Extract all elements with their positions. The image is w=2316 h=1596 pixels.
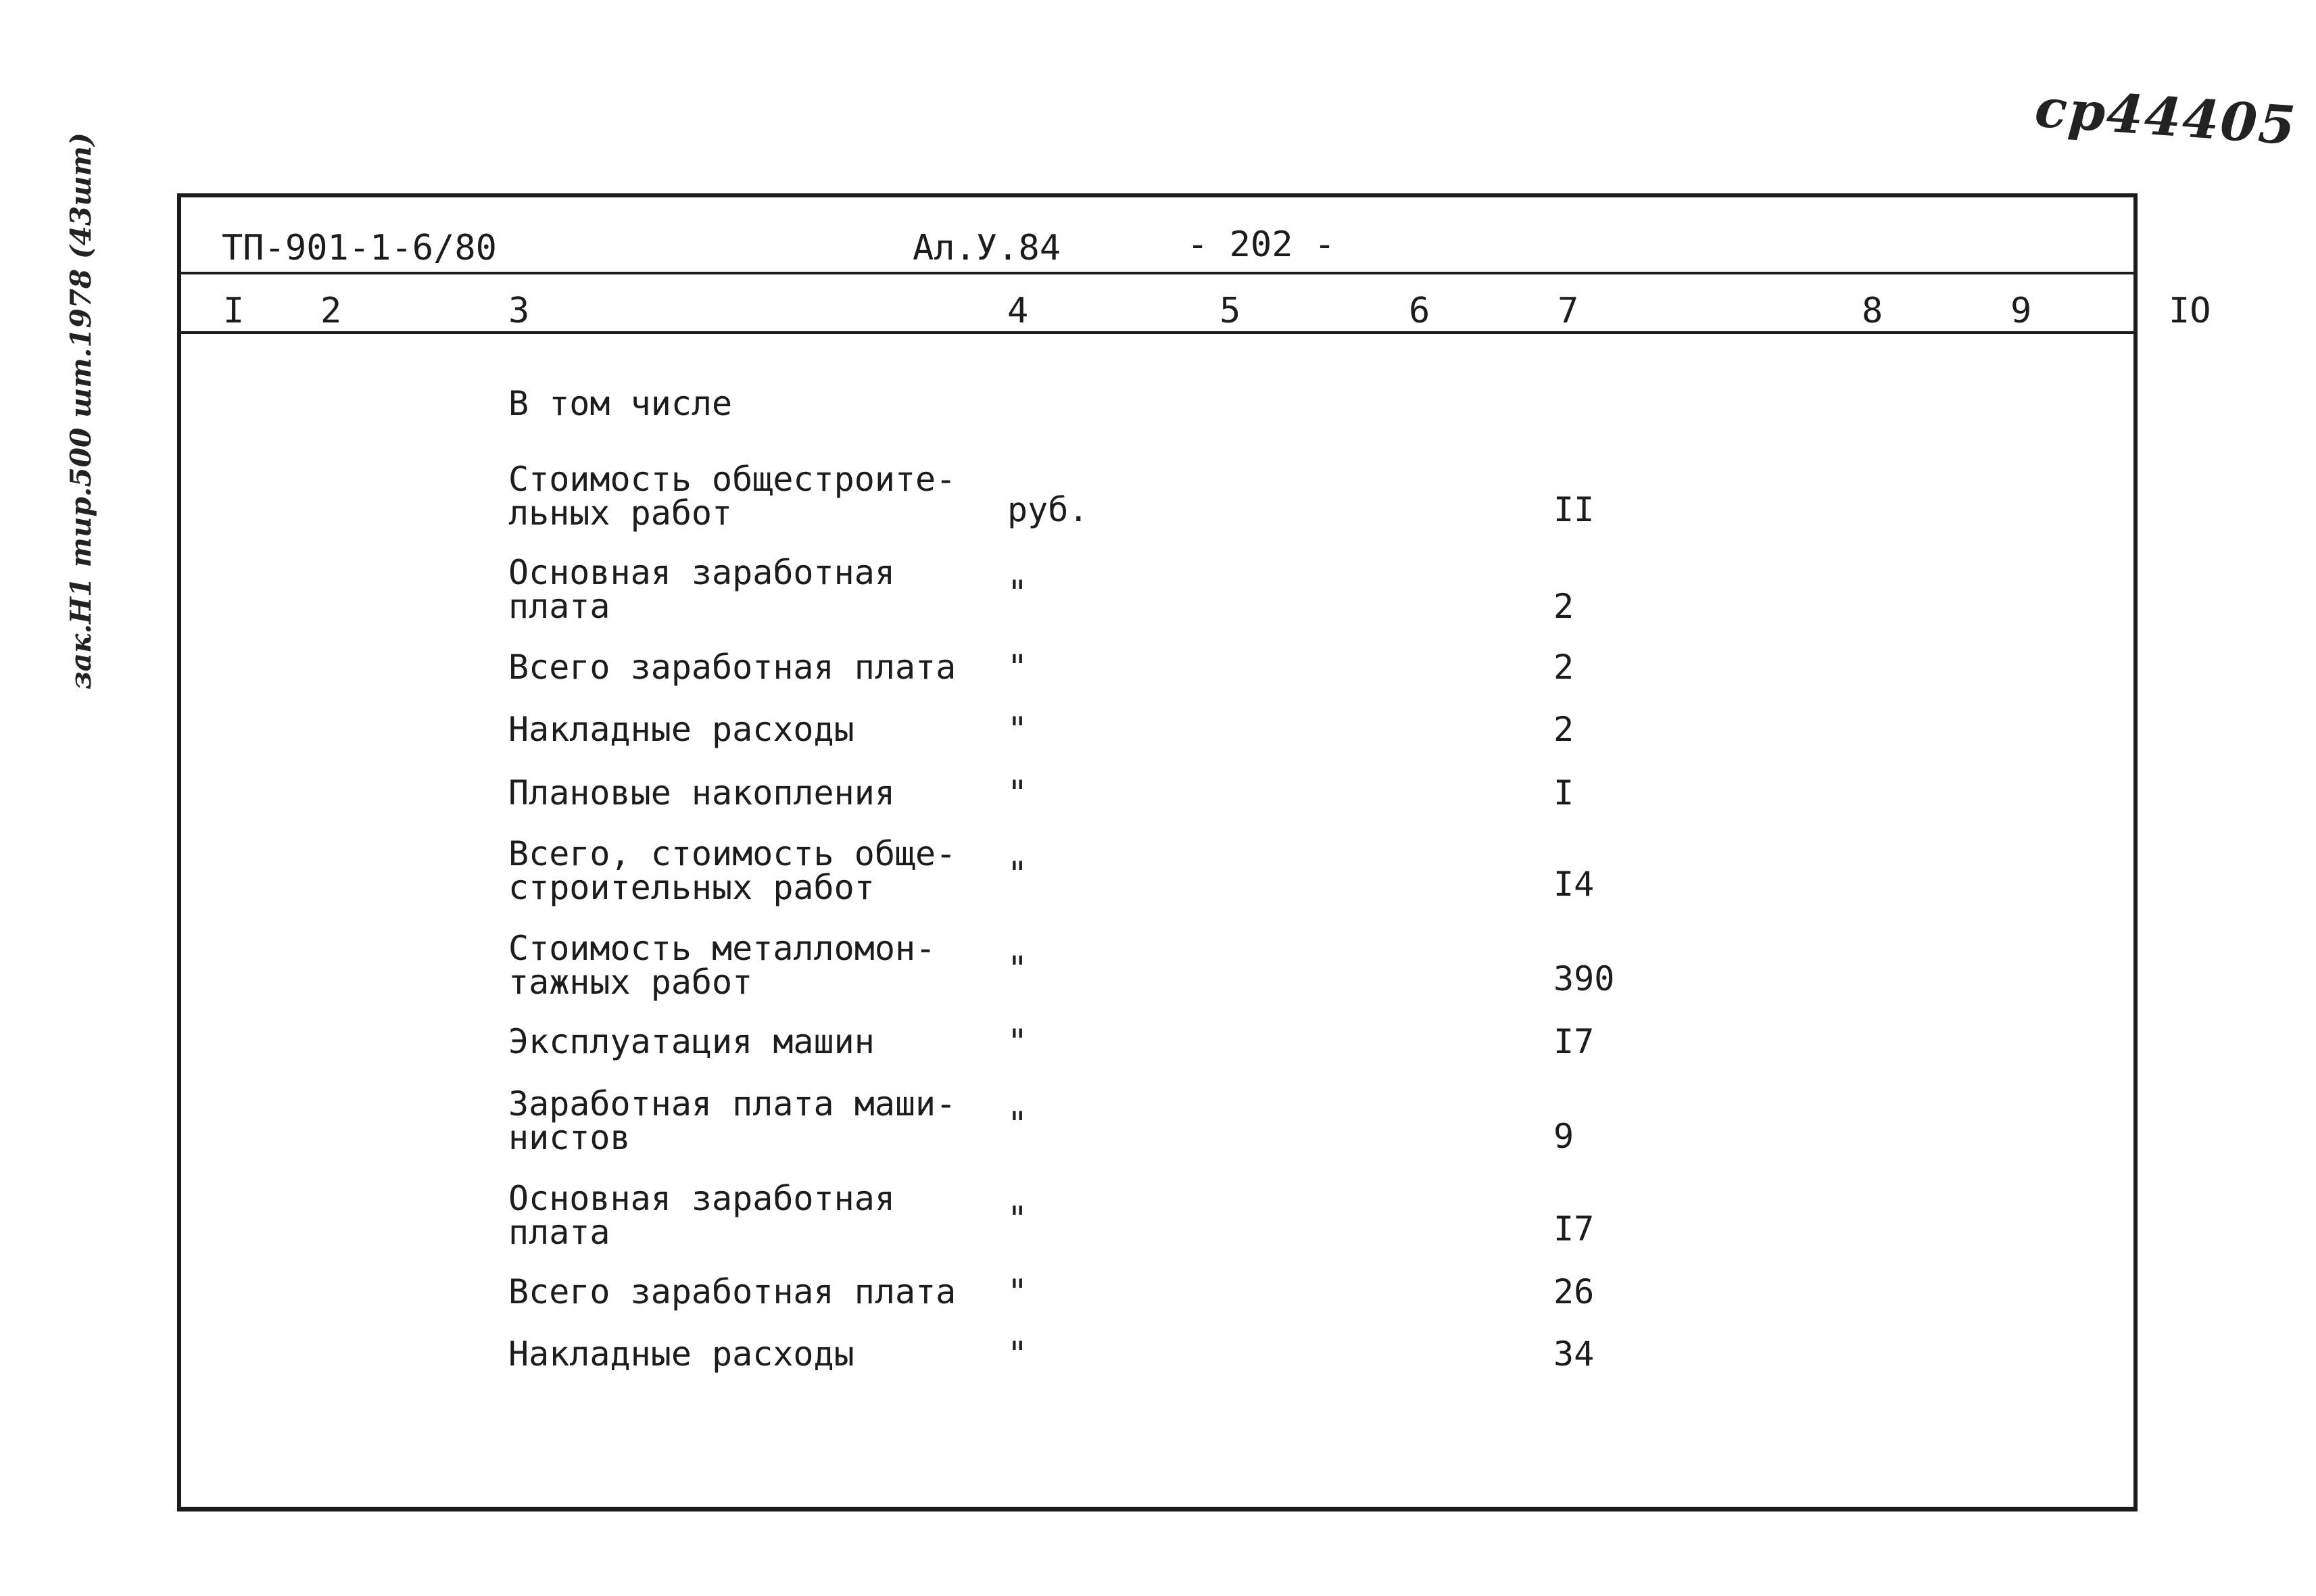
page-number: - 202 - [1187,224,1336,265]
document-frame [177,193,2211,1512]
column-number: 8 [1862,291,1883,331]
item-unit: " [1007,573,1028,612]
document-code: ТП-901-1-6/80 [222,228,497,268]
item-name: В том числе [508,384,733,423]
item-value: 9 [1553,1117,1574,1156]
item-value: 390 [1553,959,1615,998]
column-number: 7 [1558,291,1579,331]
item-unit: " [1007,1022,1028,1061]
item-name: Всего, стоимость обще- строительных работ [508,834,957,907]
column-number: 4 [1007,291,1029,331]
item-value: I [1553,773,1574,813]
side-margin-note: зак.Н1 тир.500 шт.1978 (43шт) [64,132,97,690]
item-value: II [1553,490,1595,529]
header-divider [181,272,2133,274]
item-name: Эксплуатация машин [508,1022,875,1061]
item-unit: " [1007,1105,1028,1144]
item-name: Основная заработная плата [508,553,895,626]
item-unit: " [1007,1334,1028,1374]
item-value: I4 [1553,865,1595,904]
item-unit: " [1007,1272,1028,1311]
column-number: I [223,291,245,331]
item-name: Всего заработная плата [508,648,957,687]
item-unit: руб. [1007,490,1089,529]
item-value: I7 [1553,1022,1595,1061]
column-number: 2 [320,291,342,331]
item-value: 2 [1553,710,1574,749]
item-value: 34 [1553,1334,1595,1374]
item-name: Основная заработная плата [508,1179,895,1252]
item-value: I7 [1553,1209,1595,1249]
item-value: 26 [1553,1272,1595,1311]
item-unit: " [1007,710,1028,749]
item-unit: " [1007,773,1028,813]
column-number: 5 [1220,291,1241,331]
item-unit: " [1007,648,1028,687]
item-name: Всего заработная плата [508,1272,957,1311]
item-name: Накладные расходы [508,1334,854,1374]
item-value: 2 [1553,587,1574,626]
archive-stamp: ср44405 [2033,77,2299,158]
item-unit: " [1007,854,1028,894]
item-name: Стоимость общестроите- льных работ [508,460,957,533]
column-number: IO [2169,291,2211,331]
column-number-divider [181,331,2133,334]
item-name: Заработная плата маши- нистов [508,1084,957,1157]
sheet-code: Ал.У.84 [913,228,1061,268]
item-unit: " [1007,1199,1028,1238]
column-number: 6 [1409,291,1430,331]
item-value: 2 [1553,648,1574,687]
item-name: Стоимость металломон- тажных работ [508,929,936,1002]
column-number: 3 [508,291,530,331]
column-number: 9 [2010,291,2032,331]
item-name: Накладные расходы [508,710,854,749]
item-unit: " [1007,949,1028,988]
item-name: Плановые накопления [508,773,895,813]
